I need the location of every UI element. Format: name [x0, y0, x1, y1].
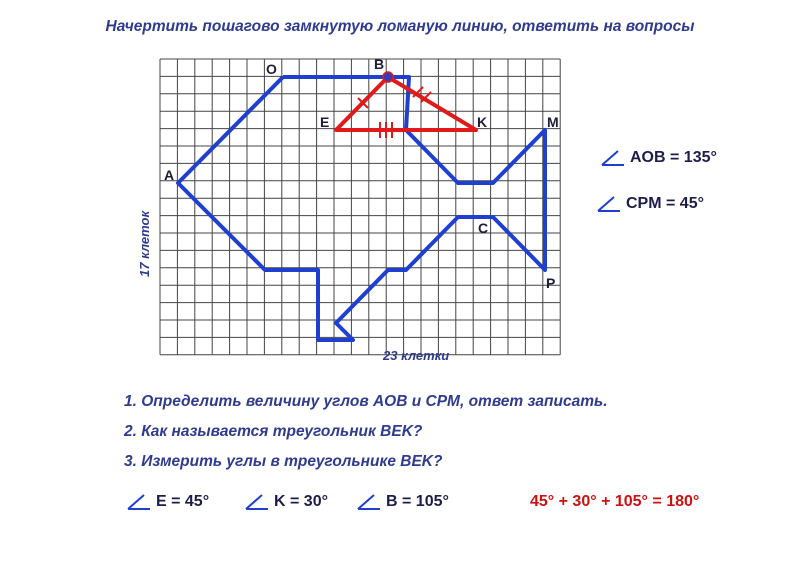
answer-angle-b [356, 493, 449, 511]
page-title: Начертить пошагово замкнутую ломаную линию, ответить на вопросы [105, 18, 695, 35]
angle-icon [356, 493, 382, 511]
point-b-dot [383, 72, 393, 82]
answer-k-label: K = 30° [274, 493, 328, 510]
question-3: 3. Измерить углы в треугольнике BEK? [124, 453, 443, 470]
angle-cpm-label: CPM = 45° [626, 195, 704, 212]
grid-rows-label: 17 клеток [137, 210, 152, 277]
answer-e-label: E = 45° [156, 493, 210, 510]
angle-icon [244, 493, 270, 511]
angle-icon [596, 195, 622, 213]
answer-angle-e [126, 493, 209, 511]
closed-polyline [178, 77, 545, 340]
point-label-e: E [320, 114, 330, 130]
point-label-k: K [477, 114, 488, 130]
point-label-c: C [478, 220, 489, 236]
angle-aob-item [600, 149, 717, 167]
point-label-p: P [546, 275, 556, 291]
question-2: 2. Как называется треугольник BEK? [124, 423, 423, 440]
angle-sum: 45° + 30° + 105° = 180° [530, 493, 700, 510]
point-label-a: A [164, 167, 175, 183]
angle-cpm-item [596, 195, 704, 213]
angle-icon [126, 493, 152, 511]
point-label-m: M [547, 114, 559, 130]
point-label-b: B [374, 56, 385, 72]
answer-angle-k [244, 493, 328, 511]
angle-icon [600, 149, 626, 167]
question-1: 1. Определить величину углов AOB и CPM, ответ записать. [124, 393, 608, 410]
answer-b-label: B = 105° [386, 493, 449, 510]
point-label-o: O [266, 61, 277, 77]
grid-cols-label: 23 клетки [383, 348, 450, 363]
angle-aob-label: AOB = 135° [630, 149, 717, 166]
